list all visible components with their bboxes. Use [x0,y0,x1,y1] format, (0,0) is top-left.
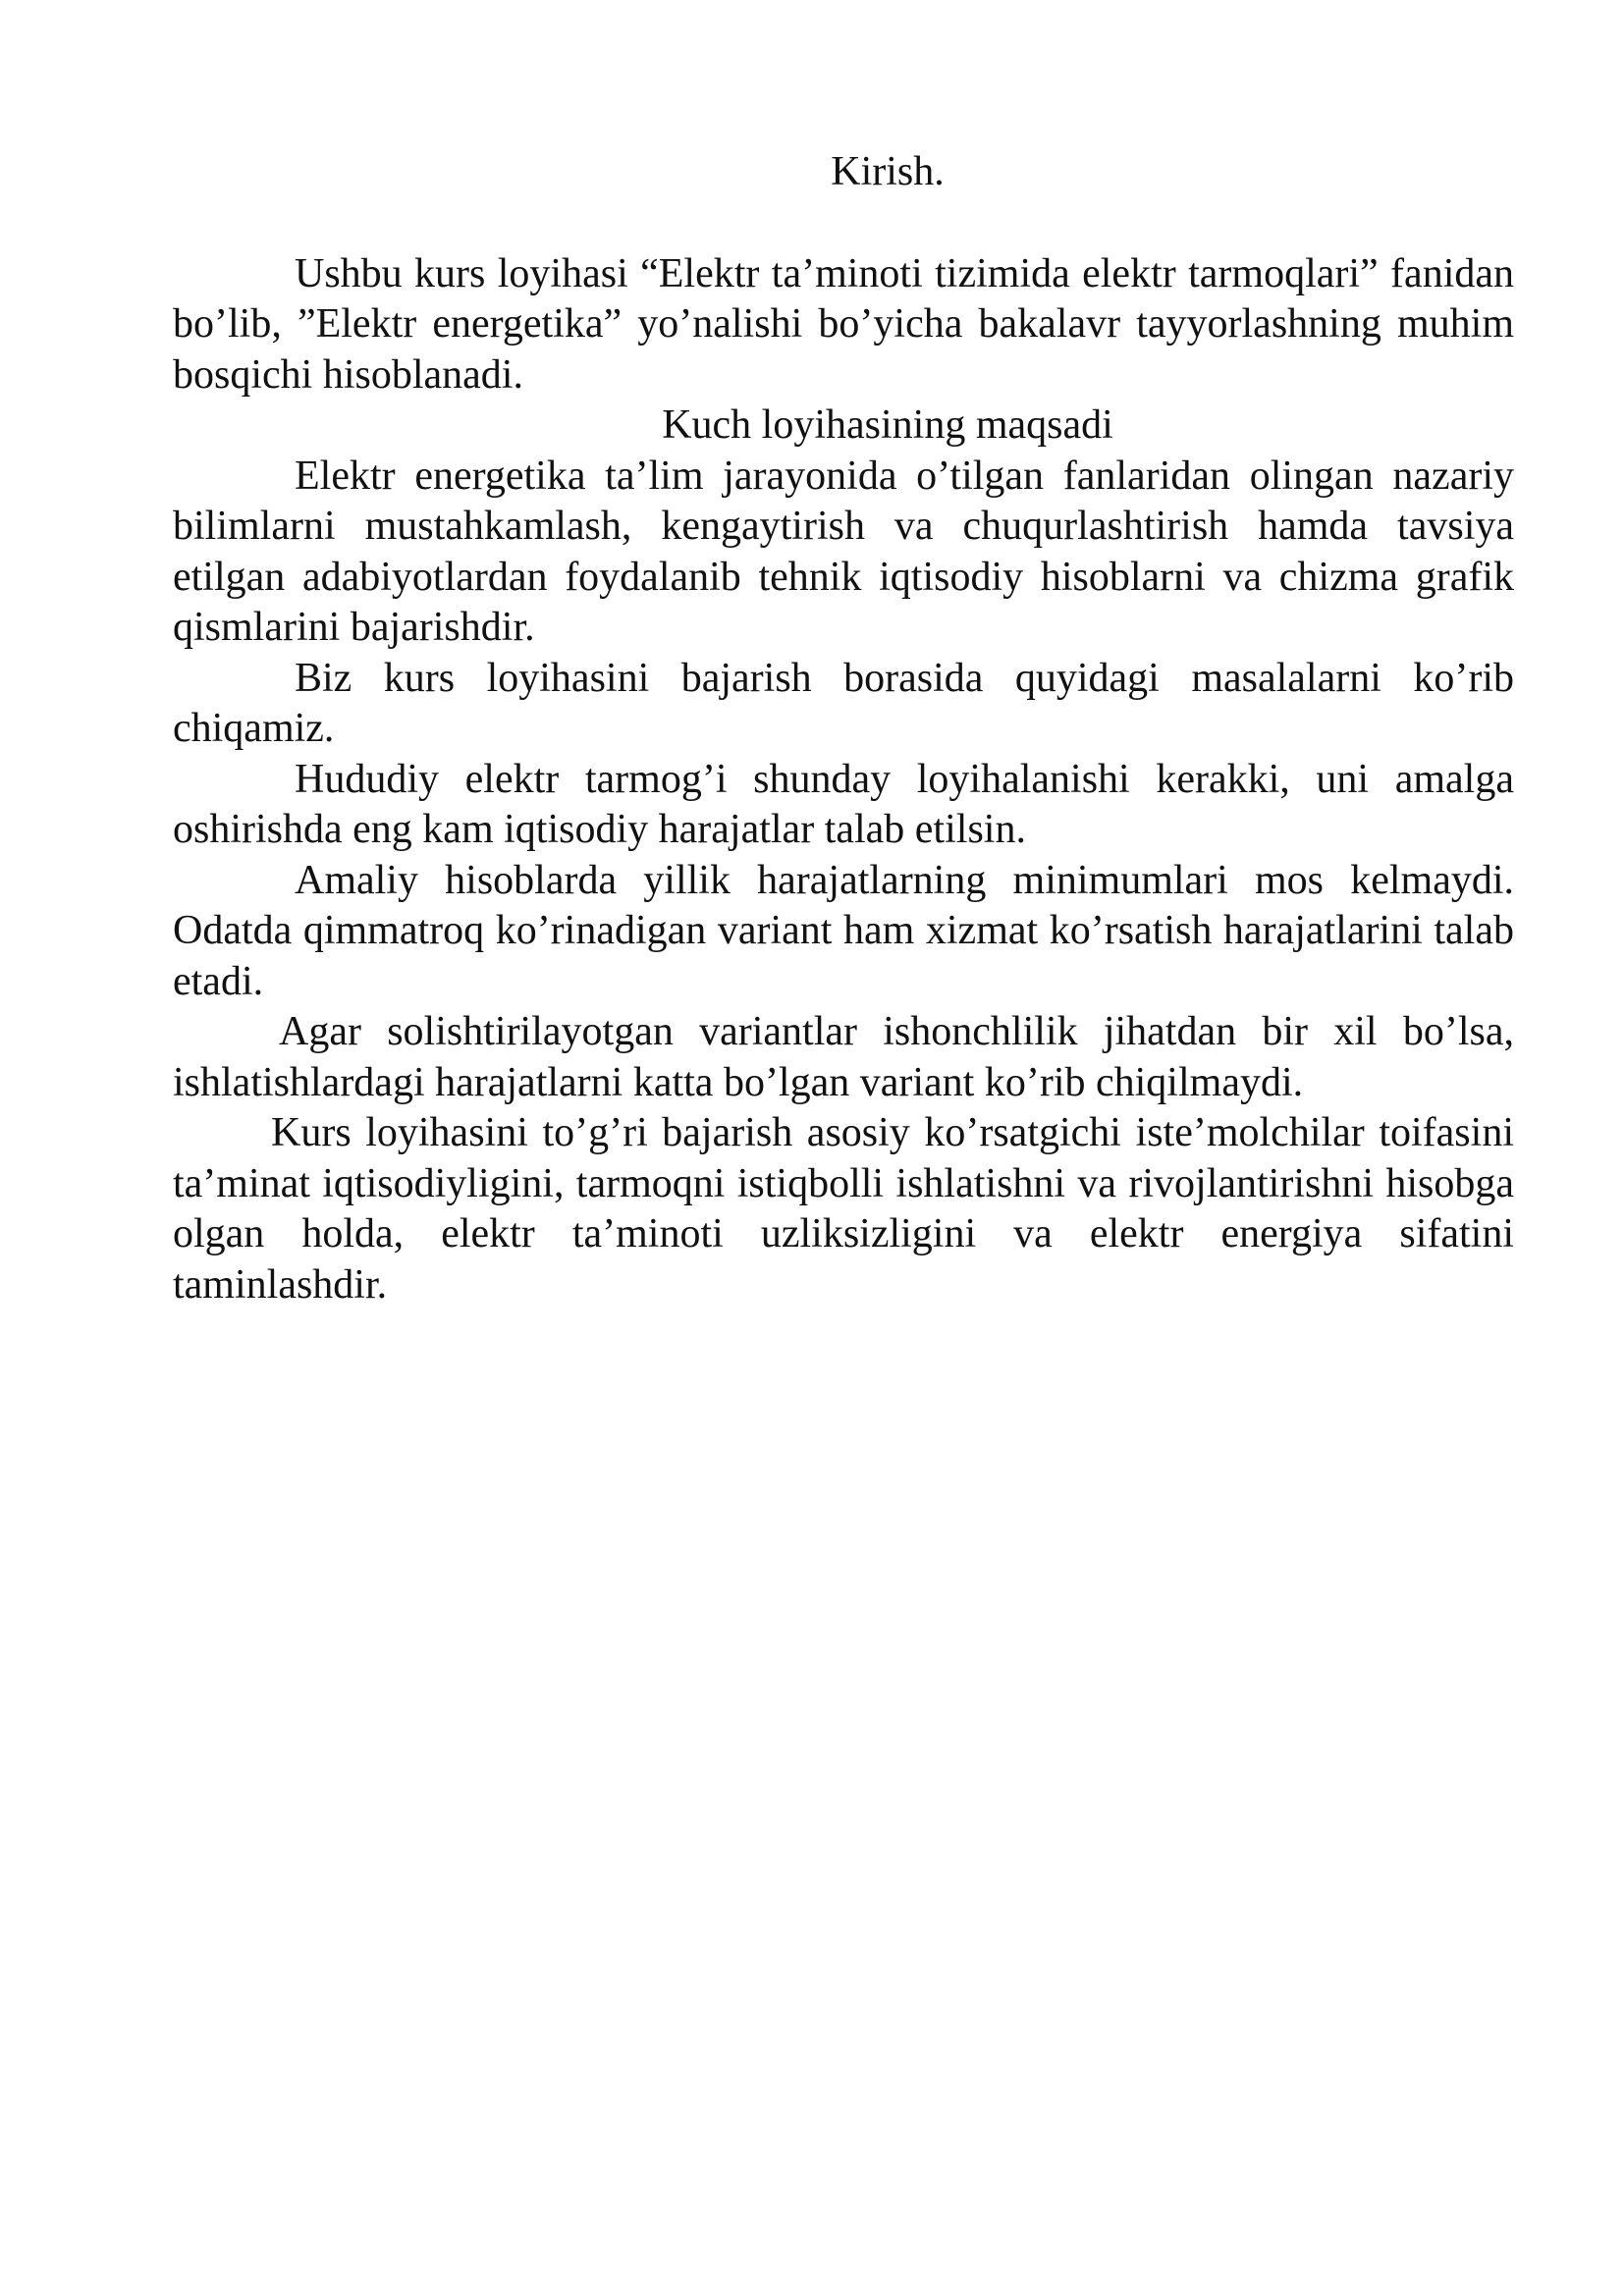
paragraph: Amaliy hisoblarda yillik harajatlarning minimumlari mos kelmaydi. Odatda qimmatroq ko’rinadigan variant ham xizmat ko’rsatish harajatlarini talab etadi. [173,857,1514,1004]
paragraph: Kurs loyihasini to’g’ri bajarish asosiy ko’rsatgichi iste’molchilar toifasini ta’minat iqtisodiyligini, tarmoqni istiqbolli ishlatishni va rivojlantirishni hisobga olgan holda, elektr ta’minoti uzliksizligini va elektr energiya sifatini taminlashdir. [173,1110,1514,1308]
page-title: Kirish. [831,149,945,194]
paragraph: Agar solishtirilayotgan variantlar ishonchlilik jihatdan bir xil bo’lsa, ishlatishlardagi harajatlarni katta bo’lgan variant ko’rib chiqilmaydi. [173,1009,1514,1105]
section-heading: Kuch loyihasining maqsadi [662,402,1113,448]
document-body [173,147,1514,1310]
paragraph: Biz kurs loyihasini bajarish borasida quyidagi masalalarni ko’rib chiqamiz. [173,655,1514,751]
paragraph-intro: Ushbu kurs loyihasi “Elektr ta’minoti tizimida elektr tarmoqlari” fanidan bo’lib, ”Elektr energetika” yo’nalishi bo’yicha bakalavr tayyorlashning muhim bosqichi hisoblanadi. [173,250,1514,398]
paragraph: Elektr energetika ta’lim jarayonida o’tilgan fanlaridan olingan nazariy bilimlarni mustahkamlash, kengaytirish va chuqurlashtirish hamda tavsiya etilgan adabiyotlardan foydalanib tehnik iqtisodiy hisoblarni va chizma grafik qismlarini bajarishdir. [173,453,1514,650]
paragraph: Hududiy elektr tarmog’i shunday loyihalanishi kerakki, uni amalga oshirishda eng kam iqtisodiy harajatlar talab etilsin. [173,756,1514,852]
